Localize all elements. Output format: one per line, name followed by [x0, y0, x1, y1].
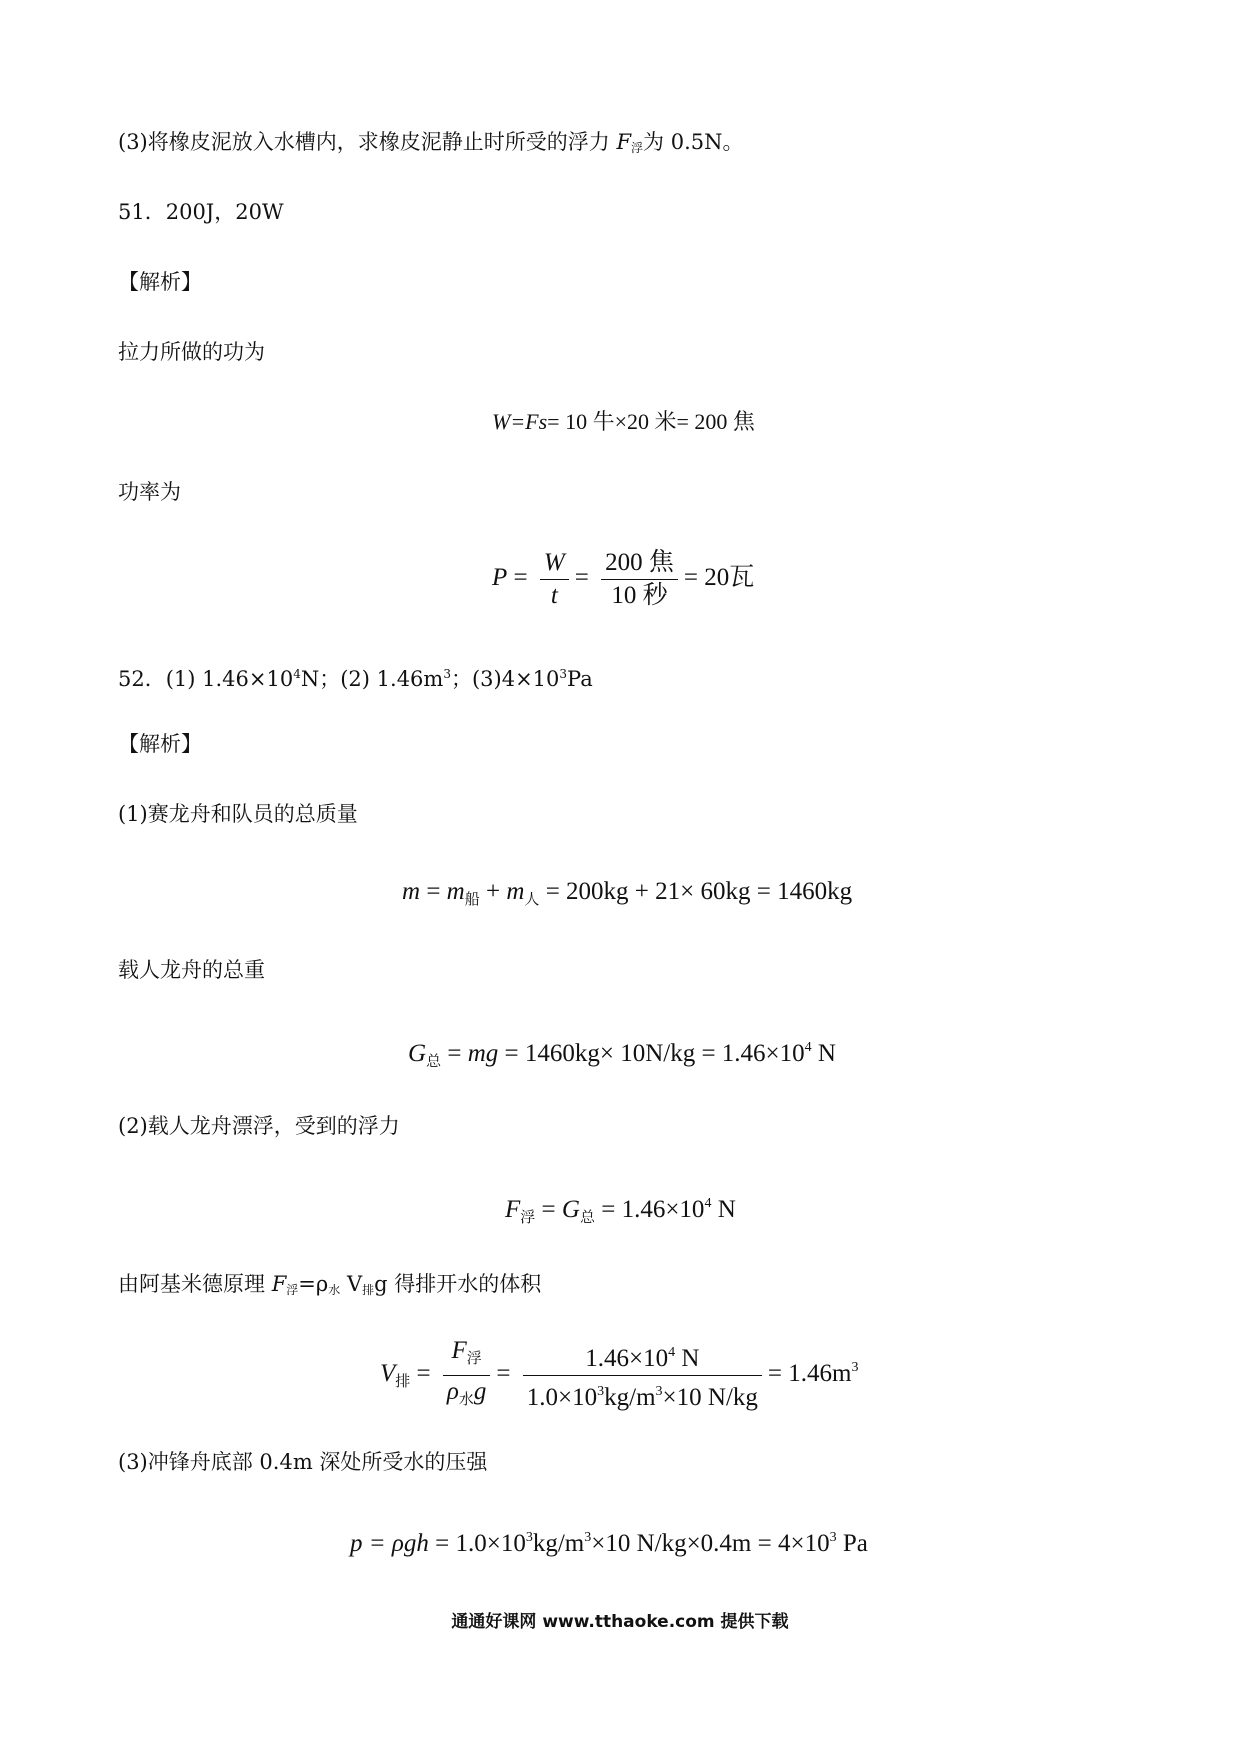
float-intro: (2)载人龙舟漂浮，受到的浮力	[118, 1114, 400, 1138]
vol-den2: 1.0×10	[526, 1384, 598, 1411]
float-sub: 浮	[520, 1210, 536, 1226]
power-p: P	[492, 564, 508, 592]
work-lhs: W=Fs	[492, 409, 548, 434]
arch-d: V	[346, 1272, 363, 1296]
weight-formula: $G_总$ = mg = $1460kg\times 10N/kg = 1.46\times 10^4$ N	[408, 1040, 836, 1070]
float-unit: N	[711, 1196, 736, 1223]
arch-b: F	[271, 1272, 287, 1296]
vol-den2-c: ×10 N/kg	[662, 1384, 758, 1411]
arch-e: g 得排开水的体积	[374, 1272, 542, 1296]
work-rhs: = 10 牛×20 米= 200 焦	[547, 409, 755, 434]
weight-sub: 总	[426, 1054, 442, 1070]
vol-den1-sub: 水	[458, 1392, 474, 1408]
vol-num2: 1.46×10	[585, 1345, 669, 1372]
arch-a: 由阿基米德原理	[118, 1272, 265, 1296]
archimedes-intro	[118, 1270, 541, 1301]
work-intro: 拉力所做的功为	[118, 340, 265, 364]
q52-e2: 3	[443, 667, 451, 681]
vol-den1-g: g	[473, 1378, 487, 1405]
vol-frac2	[523, 1337, 762, 1414]
arch-c-sub: 水	[328, 1283, 341, 1297]
mass-m: m	[402, 878, 421, 905]
press-lhs: p = ρgh	[350, 1530, 429, 1557]
vol-num1-sub: 浮	[466, 1351, 482, 1367]
vol-res: = 1.46m	[767, 1360, 852, 1388]
vol-sub: 排	[395, 1374, 411, 1391]
press-rhs-c: ×10 N/kg×0.4m = 4×10	[591, 1530, 830, 1557]
line1-var: F	[616, 130, 632, 154]
power-frac1	[540, 547, 569, 612]
work-formula	[492, 404, 755, 440]
weight-mid: mg	[467, 1040, 499, 1067]
vol-v: V	[380, 1360, 396, 1388]
power-formula: P = $\frac{W}{t}$ = $\frac{\text{200 焦}}{\text{10 秒}}$ = 20瓦	[492, 547, 754, 612]
q52-e1: 4	[293, 667, 301, 681]
pressure-formula	[350, 1520, 868, 1562]
answer-51: 51．200J，20W	[118, 200, 284, 224]
press-unit: Pa	[836, 1530, 868, 1557]
arch-b-sub: 浮	[286, 1283, 299, 1297]
line1-tail: 为 0.5N。	[643, 130, 744, 154]
power-den1: t	[540, 579, 569, 612]
weight-unit: N	[811, 1040, 836, 1067]
power-res: = 20瓦	[683, 564, 755, 592]
float-formula: $F_浮 = G_总 = 1.46\times 10^4$ N	[505, 1196, 736, 1226]
q52-e3: 3	[559, 667, 568, 681]
answer-52	[118, 660, 593, 693]
volume-formula: $V_排$ = $\frac{F_浮}{\rho_水g}$ = $\frac{1.46\times 10^4 N}{1.0\times 10^3kg/m^3\times 10 N/kg}$ = $1.46m^3$	[380, 1335, 858, 1416]
q52-d: Pa	[567, 667, 593, 691]
weight-g: G	[408, 1040, 427, 1067]
power-num2: 200 焦	[605, 549, 674, 576]
float-exp: 4	[704, 1196, 712, 1211]
vol-den1: ρ	[446, 1378, 459, 1405]
float-gsub: 总	[579, 1210, 595, 1226]
vol-den2-b: kg/m	[604, 1384, 656, 1411]
press-rhs-a: = 1.0×10	[435, 1530, 526, 1557]
mass-sub2: 人	[524, 892, 540, 908]
arch-d-sub: 排	[362, 1283, 375, 1297]
float-rhs: = 1.46×10	[601, 1196, 705, 1223]
vol-frac1	[443, 1335, 491, 1416]
weight-exp: 4	[804, 1040, 812, 1055]
float-f: F	[505, 1196, 521, 1223]
arch-c: =ρ	[298, 1272, 329, 1296]
mass-rhs: = 200kg + 21× 60kg = 1460kg	[545, 878, 853, 905]
text-line-rubber-buoyancy	[118, 128, 743, 159]
mass-sub1: 船	[464, 892, 480, 908]
vol-num2-exp: 4	[668, 1345, 676, 1360]
footer-download-note: 通通好课网 www.tthaoke.com 提供下载	[451, 1612, 789, 1632]
mass-formula: $m = m_船 + m_人 = 200kg + 21\times 60kg = 1460kg$	[402, 878, 853, 908]
power-num1: W	[543, 549, 565, 576]
weight-intro: 载人龙舟的总重	[118, 958, 265, 982]
line1-text: (3)将橡皮泥放入水槽内，求橡皮泥静止时所受的浮力	[118, 130, 610, 154]
power-frac2	[601, 547, 678, 612]
mass-intro: (1)赛龙舟和队员的总质量	[118, 802, 358, 826]
vol-den2-exp2: 3	[655, 1384, 663, 1399]
power-den2: 10 秒	[601, 579, 678, 612]
press-rhs-b: kg/m	[532, 1530, 585, 1557]
line1-sub: 浮	[631, 141, 644, 155]
jiexi-heading-2: 【解析】	[118, 732, 202, 756]
pressure-intro: (3)冲锋舟底部 0.4m 深处所受水的压强	[118, 1450, 488, 1474]
vol-res-exp: 3	[851, 1360, 859, 1376]
q52-b: N；(2) 1.46m	[300, 667, 444, 691]
press-exp2: 3	[584, 1530, 592, 1545]
q52-a: 52．(1) 1.46×10	[118, 667, 294, 691]
vol-den2-exp: 3	[597, 1384, 605, 1399]
vol-num2-unit: N	[675, 1345, 700, 1372]
press-exp3: 3	[829, 1530, 837, 1545]
power-intro: 功率为	[118, 480, 181, 504]
vol-num1: F	[451, 1337, 467, 1364]
weight-rhs: = 1460kg× 10N/kg = 1.46×10	[504, 1040, 805, 1067]
float-g: G	[561, 1196, 580, 1223]
jiexi-heading-1: 【解析】	[118, 270, 202, 294]
press-exp1: 3	[525, 1530, 533, 1545]
q52-c: ；(3)4×10	[450, 667, 560, 691]
